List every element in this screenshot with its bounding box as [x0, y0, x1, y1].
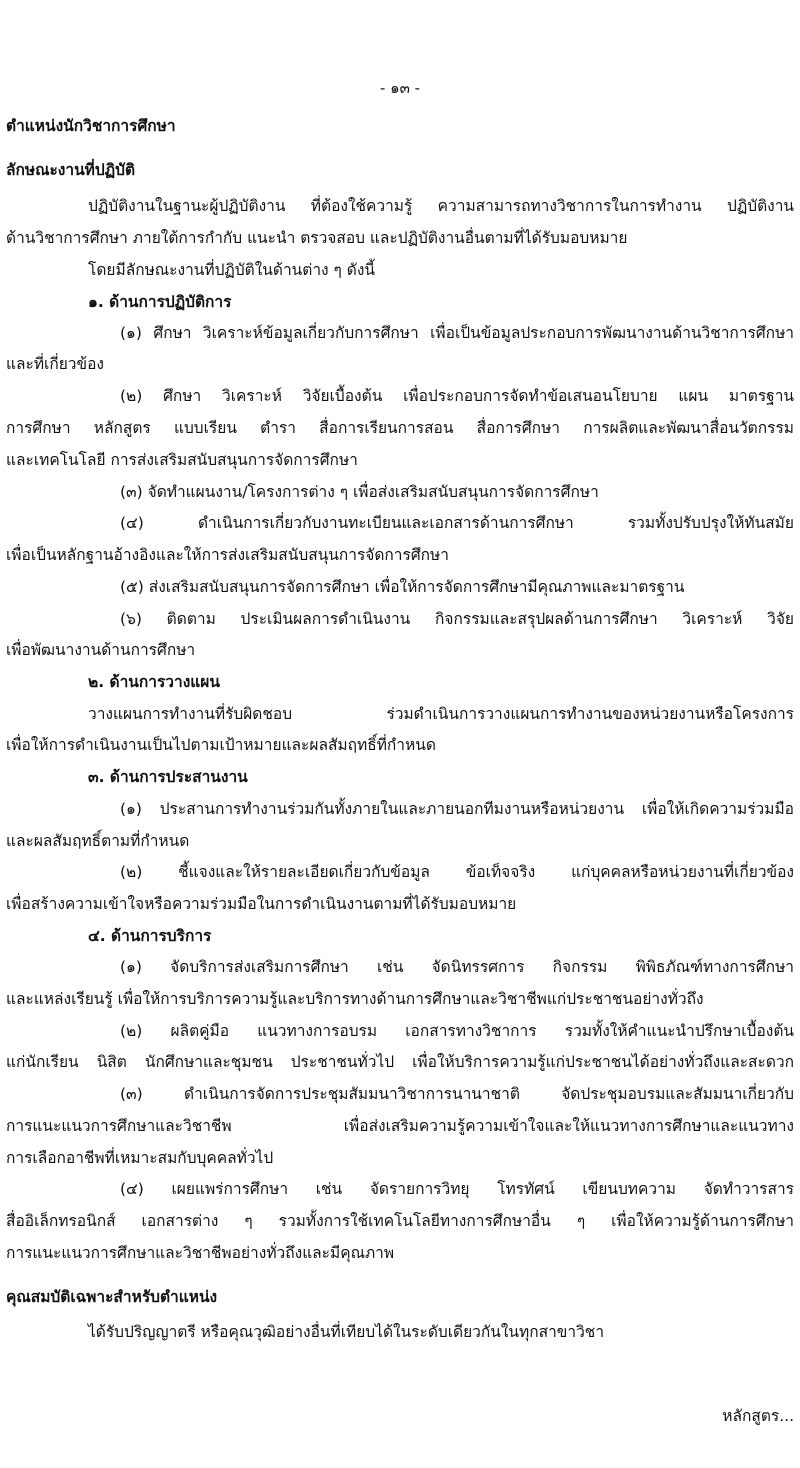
- section-4-item-3-line-2: การแนะแนวการศึกษาและวิชาชีพ เพื่อส่งเสริมความรู้ความเข้าใจและให้แนวทางการศึกษาและแนวทาง: [6, 1117, 794, 1135]
- section-4-item-2-line-2: แก่นักเรียน นิสิต นักศึกษาและชุมชน ประชาชนทั่วไป เพื่อให้บริการความรู้แก่ประชาชนได้อย่างทั่วถึงและสะดวก: [6, 1053, 794, 1071]
- section-2-line-1: วางแผนการทำงานที่รับผิดชอบ ร่วมดำเนินการวางแผนการทำงานของหน่วยงานหรือโครงการ: [88, 705, 794, 723]
- section-4-item-4-line-3: การแนะแนวการศึกษาและวิชาชีพอย่างทั่วถึงและมีคุณภาพ: [6, 1244, 395, 1262]
- section-1-item-3-line-1: (๓) จัดทำแผนงาน/โครงการต่าง ๆ เพื่อส่งเสริมสนับสนุนการจัดการศึกษา: [120, 483, 599, 501]
- section-3-heading: ๓. ด้านการประสานงาน: [88, 768, 248, 786]
- section-3-item-1-line-2: และผลสัมฤทธิ์ตามที่กำหนด: [6, 832, 190, 850]
- section-1-item-6-line-2: เพื่อพัฒนางานด้านการศึกษา: [6, 641, 196, 659]
- section-1-item-1-line-1: (๑) ศึกษา วิเคราะห์ข้อมูลเกี่ยวกับการศึกษา เพื่อเป็นข้อมูลประกอบการพัฒนางานด้านวิชาการศึกษา: [120, 324, 794, 342]
- job-description-heading: ลักษณะงานที่ปฏิบัติ: [6, 161, 136, 179]
- qualification-heading: คุณสมบัติเฉพาะสำหรับตำแหน่ง: [6, 1288, 218, 1306]
- intro-line-1: ปฏิบัติงานในฐานะผู้ปฏิบัติงาน ที่ต้องใช้ความรู้ ความสามารถทางวิชาการในการทำงาน ปฏิบัติงาน: [88, 197, 794, 215]
- section-2-heading: ๒. ด้านการวางแผน: [88, 673, 220, 691]
- section-3-item-1-line-1: (๑) ประสานการทำงานร่วมกันทั้งภายในและภายนอกทีมงานหรือหน่วยงาน เพื่อให้เกิดความร่วมมือ: [120, 800, 794, 818]
- section-4-item-1-line-1: (๑) จัดบริการส่งเสริมการศึกษา เช่น จัดนิทรรศการ กิจกรรม พิพิธภัณฑ์ทางการศึกษา: [120, 958, 794, 976]
- section-1-item-5-line-1: (๕) ส่งเสริมสนับสนุนการจัดการศึกษา เพื่อให้การจัดการศึกษามีคุณภาพและมาตรฐาน: [120, 578, 685, 596]
- section-1-item-4-line-1: (๔) ดำเนินการเกี่ยวกับงานทะเบียนและเอกสารด้านการศึกษา รวมทั้งปรับปรุงให้ทันสมัย: [120, 514, 794, 532]
- section-4-heading: ๔. ด้านการบริการ: [88, 927, 212, 945]
- section-4-item-3-line-3: การเลือกอาชีพที่เหมาะสมกับบุคคลทั่วไป: [6, 1149, 274, 1167]
- qualification-text: ได้รับปริญญาตรี หรือคุณวุฒิอย่างอื่นที่เทียบได้ในระดับเดียวกันในทุกสาขาวิชา: [88, 1323, 605, 1341]
- section-1-item-2-line-3: และเทคโนโลยี การส่งเสริมสนับสนุนการจัดการศึกษา: [6, 451, 358, 469]
- section-3-item-2-line-2: เพื่อสร้างความเข้าใจหรือความร่วมมือในการดำเนินงานตามที่ได้รับมอบหมาย: [6, 895, 517, 913]
- intro-line-3: โดยมีลักษณะงานที่ปฏิบัติในด้านต่าง ๆ ดังนี้: [88, 261, 376, 279]
- section-4-item-1-line-2: และแหล่งเรียนรู้ เพื่อให้การบริการความรู้และบริการทางด้านการศึกษาและวิชาชีพแก่ประชาชนอย่างทั่วถึง: [6, 990, 704, 1008]
- section-1-item-1-line-2: และที่เกี่ยวข้อง: [6, 355, 104, 373]
- section-3-item-2-line-1: (๒) ชี้แจงและให้รายละเอียดเกี่ยวกับข้อมูล ข้อเท็จจริง แก่บุคคลหรือหน่วยงานที่เกี่ยวข้อง: [120, 863, 794, 881]
- position-title: ตำแหน่งนักวิชาการศึกษา: [6, 117, 176, 135]
- section-4-item-4-line-2: สื่ออิเล็กทรอนิกส์ เอกสารต่าง ๆ รวมทั้งการใช้เทคโนโลยีทางการศึกษาอื่น ๆ เพื่อให้ความรู้ด้านการศึกษา: [6, 1212, 794, 1230]
- section-2-line-2: เพื่อให้การดำเนินงานเป็นไปตามเป้าหมายและผลสัมฤทธิ์ที่กำหนด: [6, 736, 436, 754]
- section-4-item-4-line-1: (๔) เผยแพร่การศึกษา เช่น จัดรายการวิทยุ โทรทัศน์ เขียนบทความ จัดทำวารสาร: [120, 1180, 794, 1198]
- section-1-item-2-line-2: การศึกษา หลักสูตร แบบเรียน ตำรา สื่อการเรียนการสอน สื่อการศึกษา การผลิตและพัฒนาสื่อนวัตกรรม: [6, 419, 794, 437]
- section-1-item-2-line-1: (๒) ศึกษา วิเคราะห์ วิจัยเบื้องต้น เพื่อประกอบการจัดทำข้อเสนอนโยบาย แผน มาตรฐาน: [120, 387, 794, 405]
- section-4-item-2-line-1: (๒) ผลิตคู่มือ แนวทางการอบรม เอกสารทางวิชาการ รวมทั้งให้คำแนะนำปรึกษาเบื้องต้น: [120, 1022, 794, 1040]
- section-1-heading: ๑. ด้านการปฏิบัติการ: [88, 293, 232, 311]
- section-1-item-4-line-2: เพื่อเป็นหลักฐานอ้างอิงและให้การส่งเสริมสนับสนุนการจัดการศึกษา: [6, 546, 449, 564]
- continuation-text: หลักสูตร...: [722, 1407, 794, 1425]
- section-1-item-6-line-1: (๖) ติดตาม ประเมินผลการดำเนินงาน กิจกรรมและสรุปผลด้านการศึกษา วิเคราะห์ วิจัย: [120, 610, 794, 628]
- intro-line-2: ด้านวิชาการศึกษา ภายใต้การกำกับ แนะนำ ตรวจสอบ และปฏิบัติงานอื่นตามที่ได้รับมอบหมาย: [6, 229, 628, 247]
- page-number: - ๑๓ -: [379, 79, 421, 97]
- section-4-item-3-line-1: (๓) ดำเนินการจัดการประชุมสัมมนาวิชาการนานาชาติ จัดประชุมอบรมและสัมมนาเกี่ยวกับ: [120, 1085, 794, 1103]
